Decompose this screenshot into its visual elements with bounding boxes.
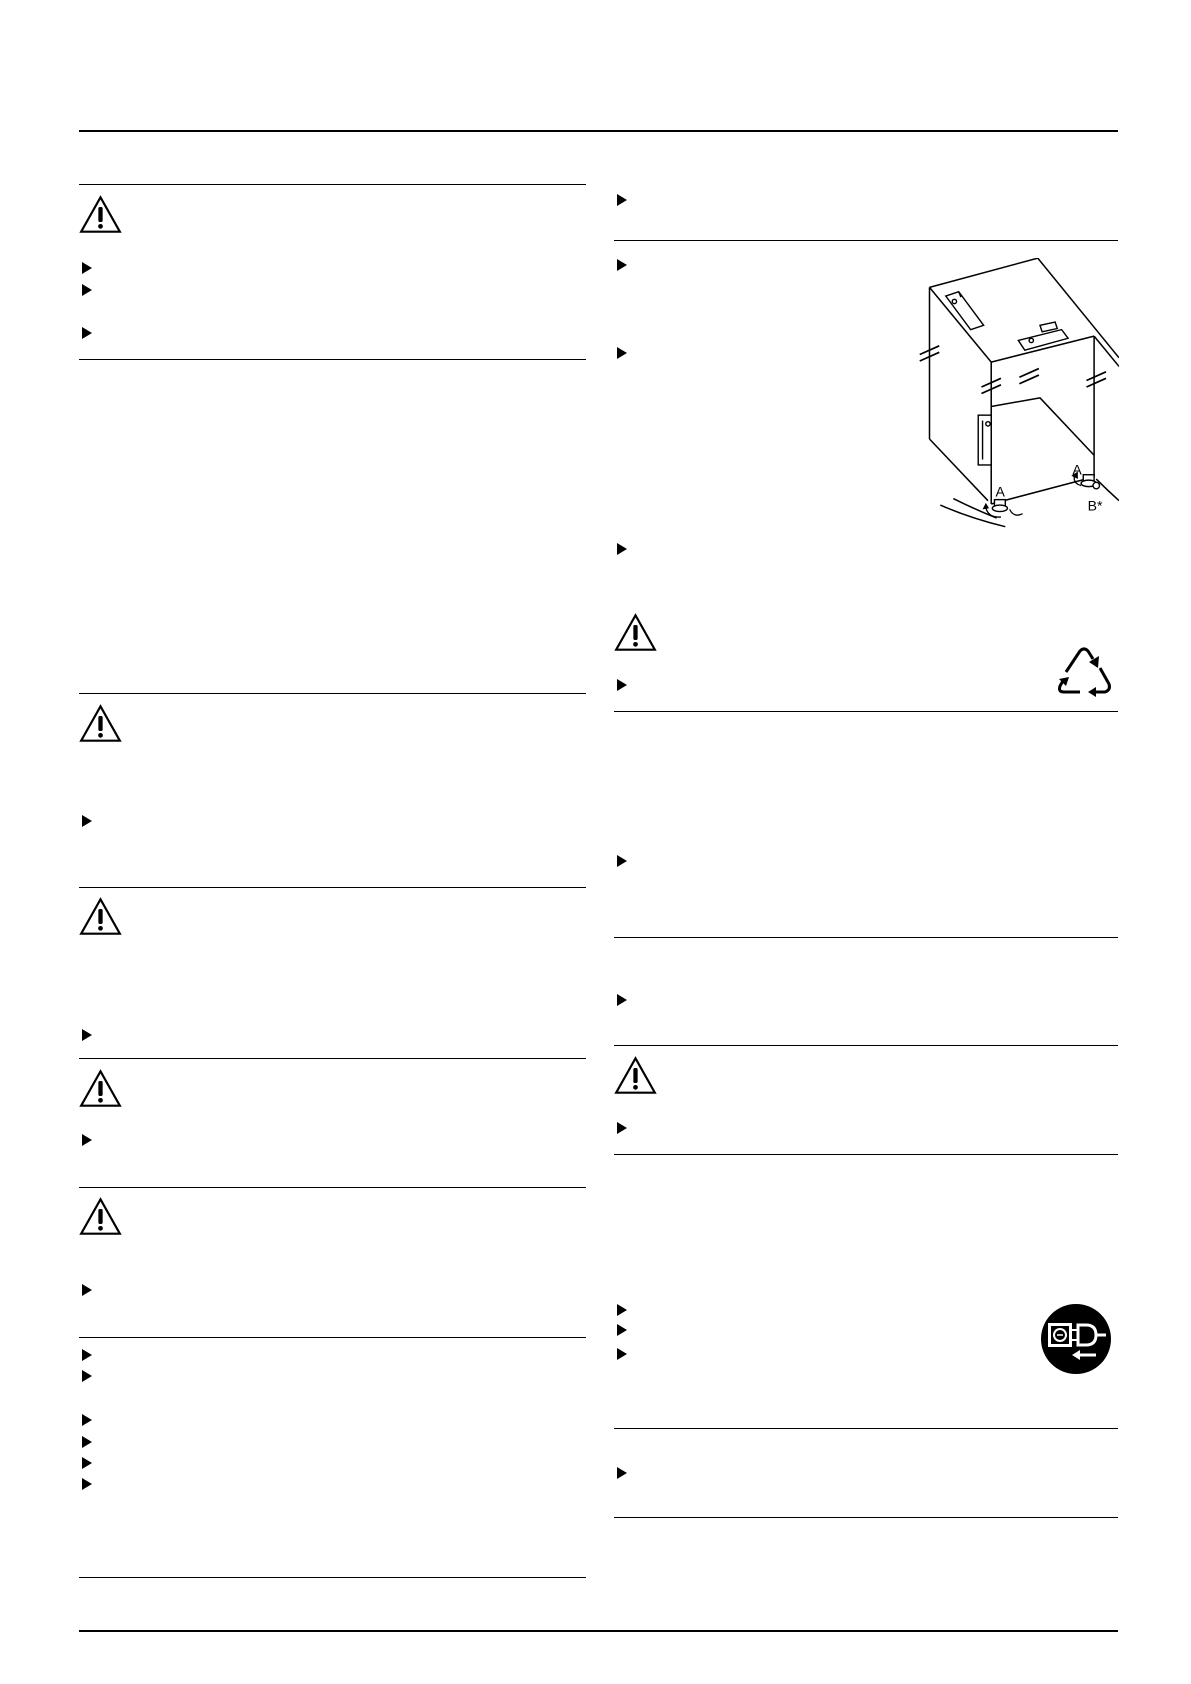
bullet-arrow-icon [617,679,627,691]
bullet-arrow-icon [82,1349,92,1361]
bullet-arrow-icon [82,284,92,296]
section-divider [79,1058,586,1059]
bullet-arrow-icon [82,815,92,827]
section-divider [614,937,1118,938]
recycle-icon [1056,646,1112,698]
bullet-arrow-icon [82,1284,92,1296]
bullet-arrow-icon [617,347,627,359]
bullet-arrow-icon [617,259,627,271]
figure-label-b: B* [1087,497,1103,514]
figure-label-a-right: A [1072,461,1082,478]
warning-icon [79,897,122,936]
bullet-arrow-icon [617,194,627,206]
warning-icon [614,1056,657,1095]
bullet-arrow-icon [617,855,627,867]
section-divider [614,1428,1118,1429]
figure-label-a-left: A [995,483,1005,500]
bullet-arrow-icon [82,1029,92,1041]
bullet-arrow-icon [82,327,92,339]
section-divider [79,1577,586,1578]
warning-icon [614,613,657,652]
section-divider [614,1517,1118,1518]
section-divider [614,1045,1118,1046]
section-divider [79,887,586,888]
spirit-level [1018,330,1068,351]
section-divider [79,1337,586,1338]
bullet-arrow-icon [617,1324,627,1336]
warning-icon [79,1197,122,1236]
section-divider [614,240,1118,241]
bullet-arrow-icon [617,1348,627,1360]
section-divider [79,693,586,694]
warning-icon [79,195,122,234]
bullet-arrow-icon [617,1467,627,1479]
spirit-level [946,292,984,330]
bullet-arrow-icon [617,543,627,555]
unplug-icon [1040,1303,1112,1375]
bullet-arrow-icon [617,994,627,1006]
bullet-arrow-icon [82,1436,92,1448]
bullet-arrow-icon [82,1478,92,1490]
page-top-rule [79,130,1118,132]
bullet-arrow-icon [82,1134,92,1146]
bullet-arrow-icon [82,1370,92,1382]
bullet-arrow-icon [82,1457,92,1469]
page-bottom-rule [79,1630,1118,1632]
bullet-arrow-icon [617,1122,627,1134]
section-divider [614,1154,1118,1155]
cabinet-levelling-illustration [910,258,1119,529]
warning-icon [79,1069,122,1108]
section-divider [79,184,586,185]
section-divider [614,711,1118,712]
bullet-arrow-icon [617,1304,627,1316]
section-divider [79,1187,586,1188]
section-divider [79,359,586,360]
warning-icon [79,704,122,743]
bullet-arrow-icon [82,262,92,274]
bullet-arrow-icon [82,1414,92,1426]
